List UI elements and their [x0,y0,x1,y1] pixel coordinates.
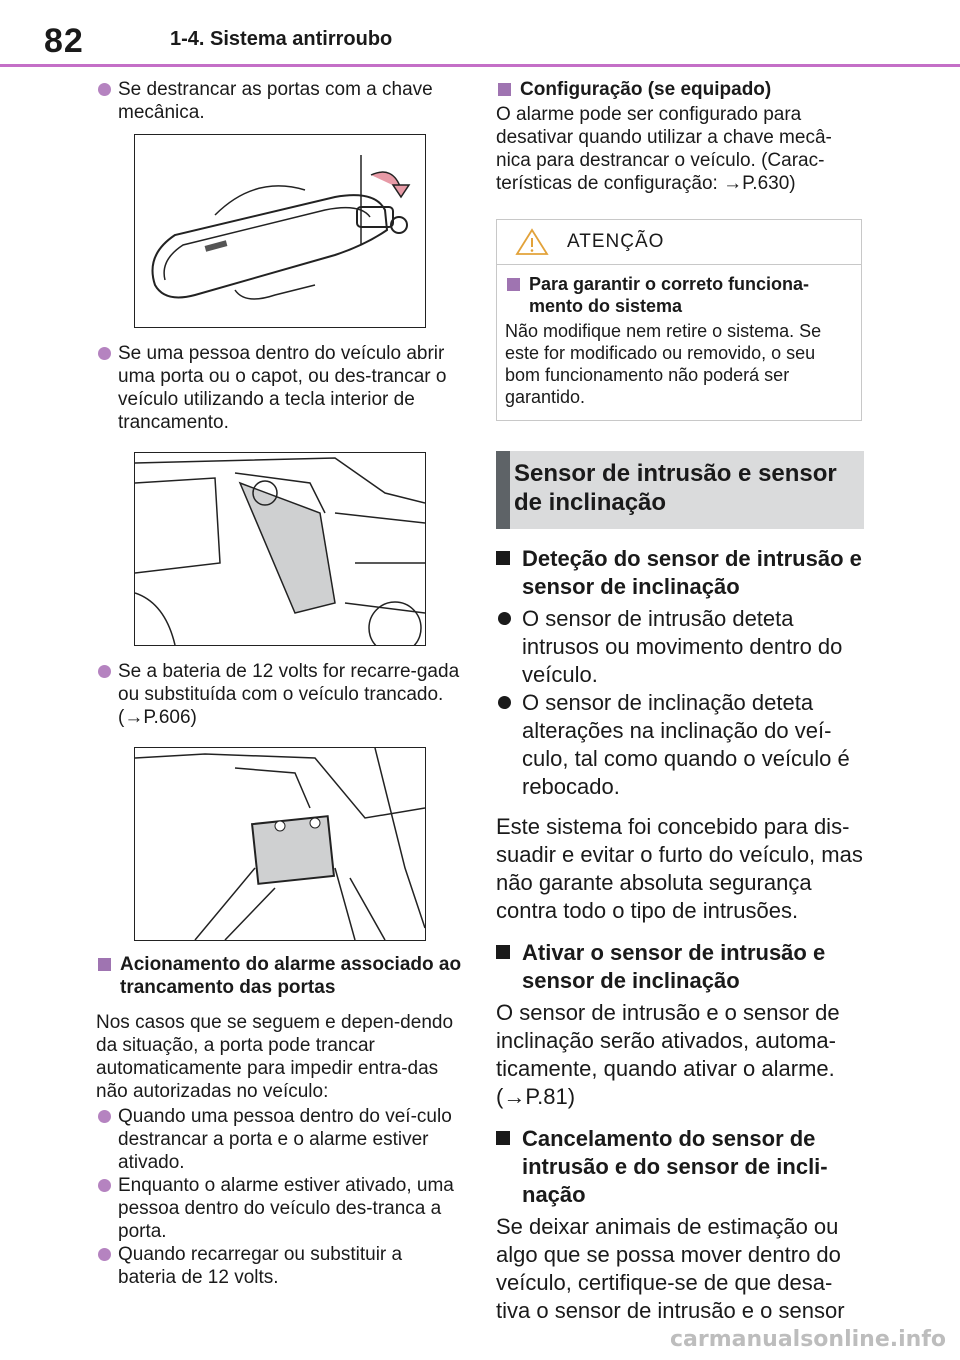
bullet-text: Se uma pessoa dentro do veículo abrir uma porta ou o capot, ou des-trancar o veículo utilizando a tecla interior de trancamento. [118,343,447,433]
right-column [496,78,866,1325]
bullet-item [96,78,462,124]
section-heading: Sensor de intrusão e sensor de inclinação [496,451,864,529]
square-bullet-icon [496,945,510,959]
page-number: 82 [44,22,84,60]
figure-battery [134,747,426,941]
list-item-text: Enquanto o alarme estiver ativado, uma pessoa dentro do veículo des-tranca a porta. [118,1175,454,1242]
config-paragraph: O alarme pode ser configurado para desativar quando utilizar a chave mecâ-nica para destrancar o veículo. (Carac-terísticas de configuração: →P.630) [496,104,832,194]
bullet-dot-icon [98,1248,111,1261]
bullet-text: Se a bateria de 12 volts for recarre-gada ou substituída com o veículo trancado. (→P.606) [118,661,460,728]
list-item-text: Quando recarregar ou substituir a bateria de 12 volts. [118,1244,403,1288]
bullet-dot-icon [498,696,511,709]
paragraph: O sensor de intrusão e o sensor de inclinação serão ativados, automa-ticamente, quando ativar o alarme. (→P.81) [496,1000,840,1109]
bullet-dot-icon [98,665,111,678]
bullet-dot-icon [98,347,111,360]
list-item-text: O sensor de inclinação deteta alterações na inclinação do veí-culo, tal como quando o veículo é rebocado. [522,690,850,799]
config-heading-text: Configuração (se equipado) [520,79,772,100]
warning-triangle-icon [515,228,549,256]
watermark: carmanualsonline.info [670,1327,946,1352]
square-bullet-icon [498,83,511,96]
figure-car-door-open [134,452,426,646]
list-item [96,1105,462,1174]
paragraph: Este sistema foi concebido para dis-suadir e evitar o furto do veículo, mas não garante absoluta segurança contra todo o tipo de intrusões. [496,814,863,923]
subsection-heading [496,545,866,601]
bullet-item [96,342,462,434]
list-item [96,1174,462,1243]
square-bullet-icon [98,958,111,971]
paragraph: Se deixar animais de estimação ou algo que se possa mover dentro do veículo, certifique-se de que desa-tiva o sensor de intrusão e o sensor [496,1214,845,1323]
header-rule [0,64,960,67]
warning-heading-text: Para garantir o correto funciona-mento do sistema [529,274,810,316]
warning-heading [505,273,849,317]
bullet-dot-icon [98,1179,111,1192]
warning-header [497,220,861,265]
config-heading [496,78,866,101]
bullet-text: Se destrancar as portas com a chave mecânica. [118,79,433,123]
square-bullet-icon [507,278,520,291]
square-bullet-icon [496,551,510,565]
warning-text: Não modifique nem retire o sistema. Se este for modificado ou removido, o seu bom funcionamento não poderá ser garantido. [505,321,822,407]
list-item [96,1243,462,1289]
subsection-heading-text: Deteção do sensor de intrusão e sensor de inclinação [522,546,862,599]
warning-box [496,219,862,421]
bullet-dot-icon [498,612,511,625]
warning-title: ATENÇÃO [567,231,665,252]
subsection-heading [96,953,462,999]
list-item-text: Quando uma pessoa dentro do veí-culo destrancar a porta e o alarme estiver ativado. [118,1106,452,1173]
warning-body [497,265,861,420]
bullet-dot-icon [98,1110,111,1123]
subsection-heading-text: Acionamento do alarme associado ao trancamento das portas [120,954,462,998]
subsection-heading-text: Cancelamento do sensor de intrusão e do sensor de incli-nação [522,1126,828,1207]
list-item [496,605,866,689]
list-item [496,689,866,801]
subsection-heading [496,1125,866,1209]
subsection-heading-text: Ativar o sensor de intrusão e sensor de inclinação [522,940,826,993]
page-header [0,0,960,68]
subsection-heading [496,939,866,995]
bullet-item [96,660,462,729]
left-column [96,78,462,1289]
figure-door-handle [134,134,426,328]
square-bullet-icon [496,1131,510,1145]
paragraph: Nos casos que se seguem e depen-dendo da situação, a porta pode trancar automaticamente para impedir entra-das não autorizadas no veículo: [96,1012,454,1102]
list-item-text: O sensor de intrusão deteta intrusos ou movimento dentro do veículo. [522,606,843,687]
section-title: 1-4. Sistema antirroubo [170,28,393,50]
bullet-dot-icon [98,83,111,96]
